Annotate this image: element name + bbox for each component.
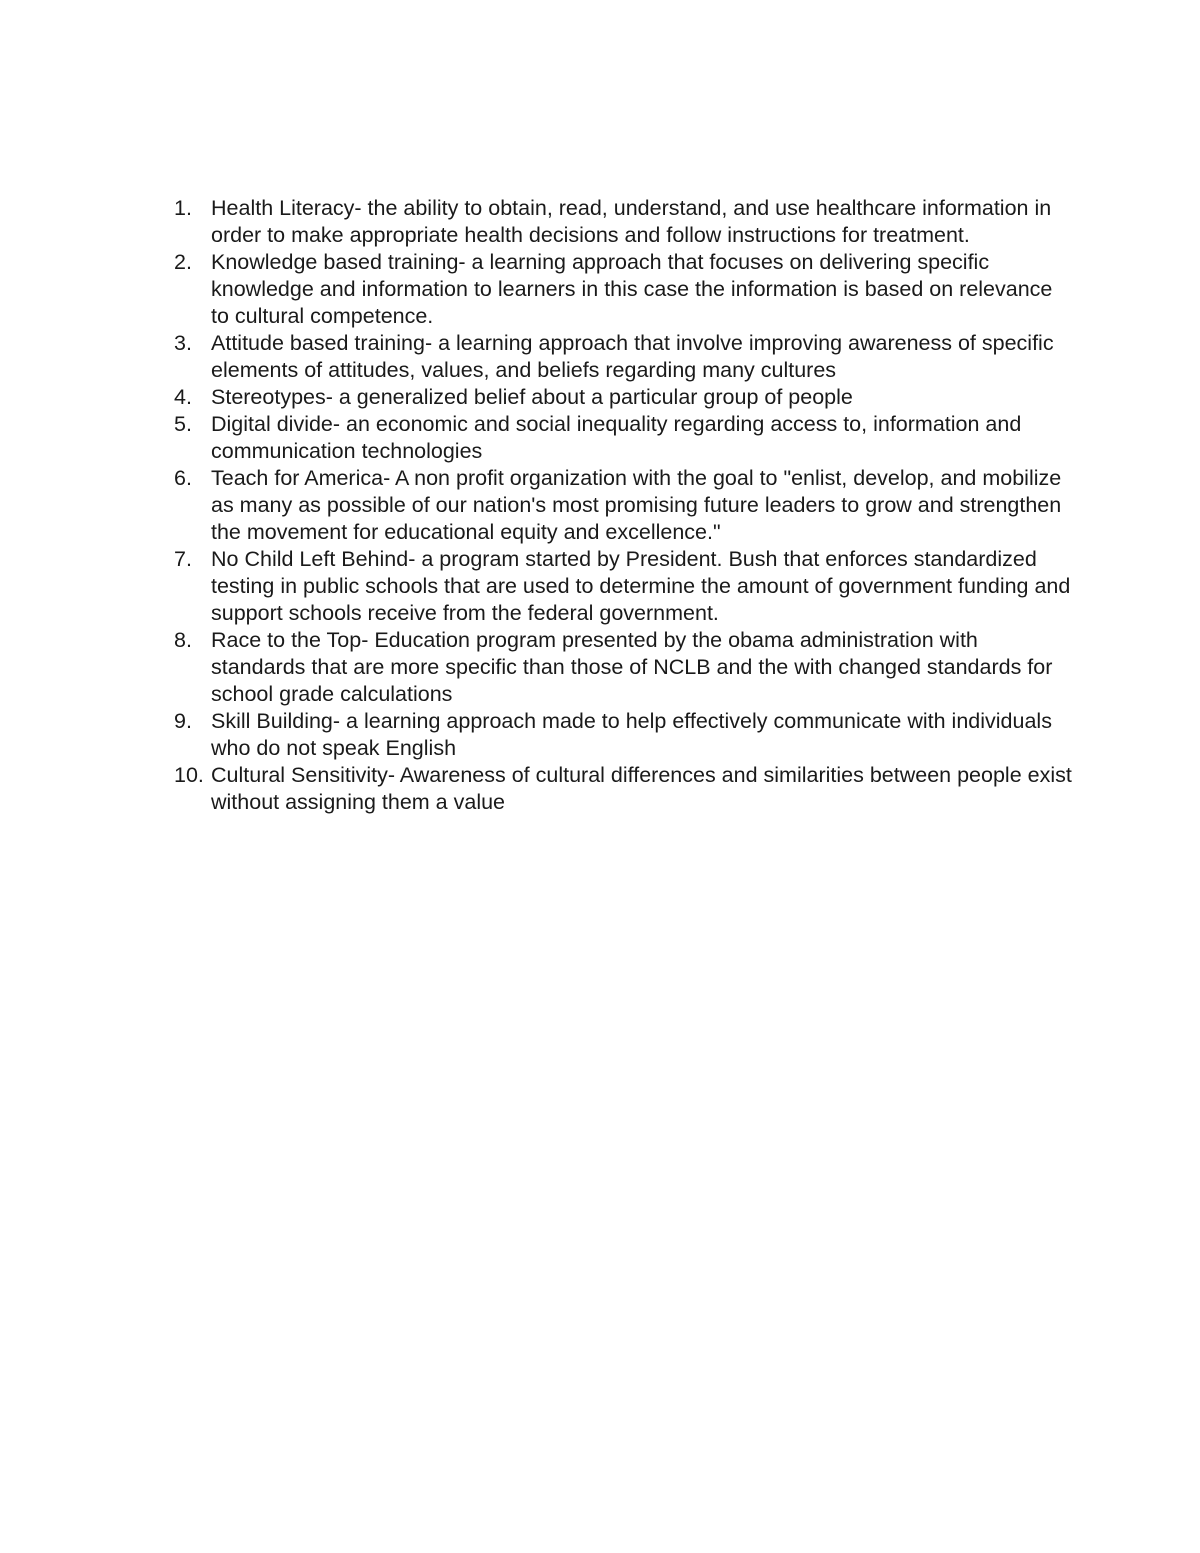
list-item-text: No Child Left Behind- a program started by President. Bush that enforces standardized testing in public schools that are used to determine the amount of government funding and support schools receive from the federal government. bbox=[211, 547, 1071, 625]
list-item bbox=[174, 762, 1074, 816]
list-item-text: Race to the Top- Education program presented by the obama administration with standards that are more specific than those of NCLB and the with changed standards for school grade calculations bbox=[211, 628, 1053, 706]
list-item bbox=[174, 195, 1074, 249]
list-item-text: Teach for America- A non profit organization with the goal to "enlist, develop, and mobilize as many as possible of our nation's most promising future leaders to grow and strengthen the movement for educational equity and excellence." bbox=[211, 466, 1062, 544]
list-item-text: Knowledge based training- a learning approach that focuses on delivering specific knowledge and information to learners in this case the information is based on relevance to cultural competence. bbox=[211, 250, 1053, 328]
list-item-number: 1. bbox=[174, 196, 192, 220]
list-item-number: 6. bbox=[174, 466, 192, 490]
list-item-number: 5. bbox=[174, 412, 192, 436]
list-item bbox=[174, 384, 1074, 411]
list-item-number: 7. bbox=[174, 547, 192, 571]
definitions-list bbox=[174, 195, 1074, 816]
list-item-text: Attitude based training- a learning approach that involve improving awareness of specific elements of attitudes, values, and beliefs regarding many cultures bbox=[211, 331, 1054, 382]
list-item-number: 10. bbox=[174, 763, 204, 787]
list-item-number: 8. bbox=[174, 628, 192, 652]
list-item-number: 2. bbox=[174, 250, 192, 274]
list-item bbox=[174, 411, 1074, 465]
list-item-text: Stereotypes- a generalized belief about a particular group of people bbox=[211, 385, 853, 409]
list-item bbox=[174, 627, 1074, 708]
list-item bbox=[174, 465, 1074, 546]
list-item-number: 9. bbox=[174, 709, 192, 733]
list-item bbox=[174, 249, 1074, 330]
list-item-text: Skill Building- a learning approach made to help effectively communicate with individuals who do not speak English bbox=[211, 709, 1052, 760]
list-item-text: Digital divide- an economic and social inequality regarding access to, information and communication technologies bbox=[211, 412, 1022, 463]
list-item-text: Cultural Sensitivity- Awareness of cultural differences and similarities between people exist without assigning them a value bbox=[211, 763, 1072, 814]
list-item-number: 3. bbox=[174, 331, 192, 355]
list-item bbox=[174, 330, 1074, 384]
list-item bbox=[174, 546, 1074, 627]
list-item bbox=[174, 708, 1074, 762]
list-item-text: Health Literacy- the ability to obtain, read, understand, and use healthcare information in order to make appropriate health decisions and follow instructions for treatment. bbox=[211, 196, 1052, 247]
list-item-number: 4. bbox=[174, 385, 192, 409]
